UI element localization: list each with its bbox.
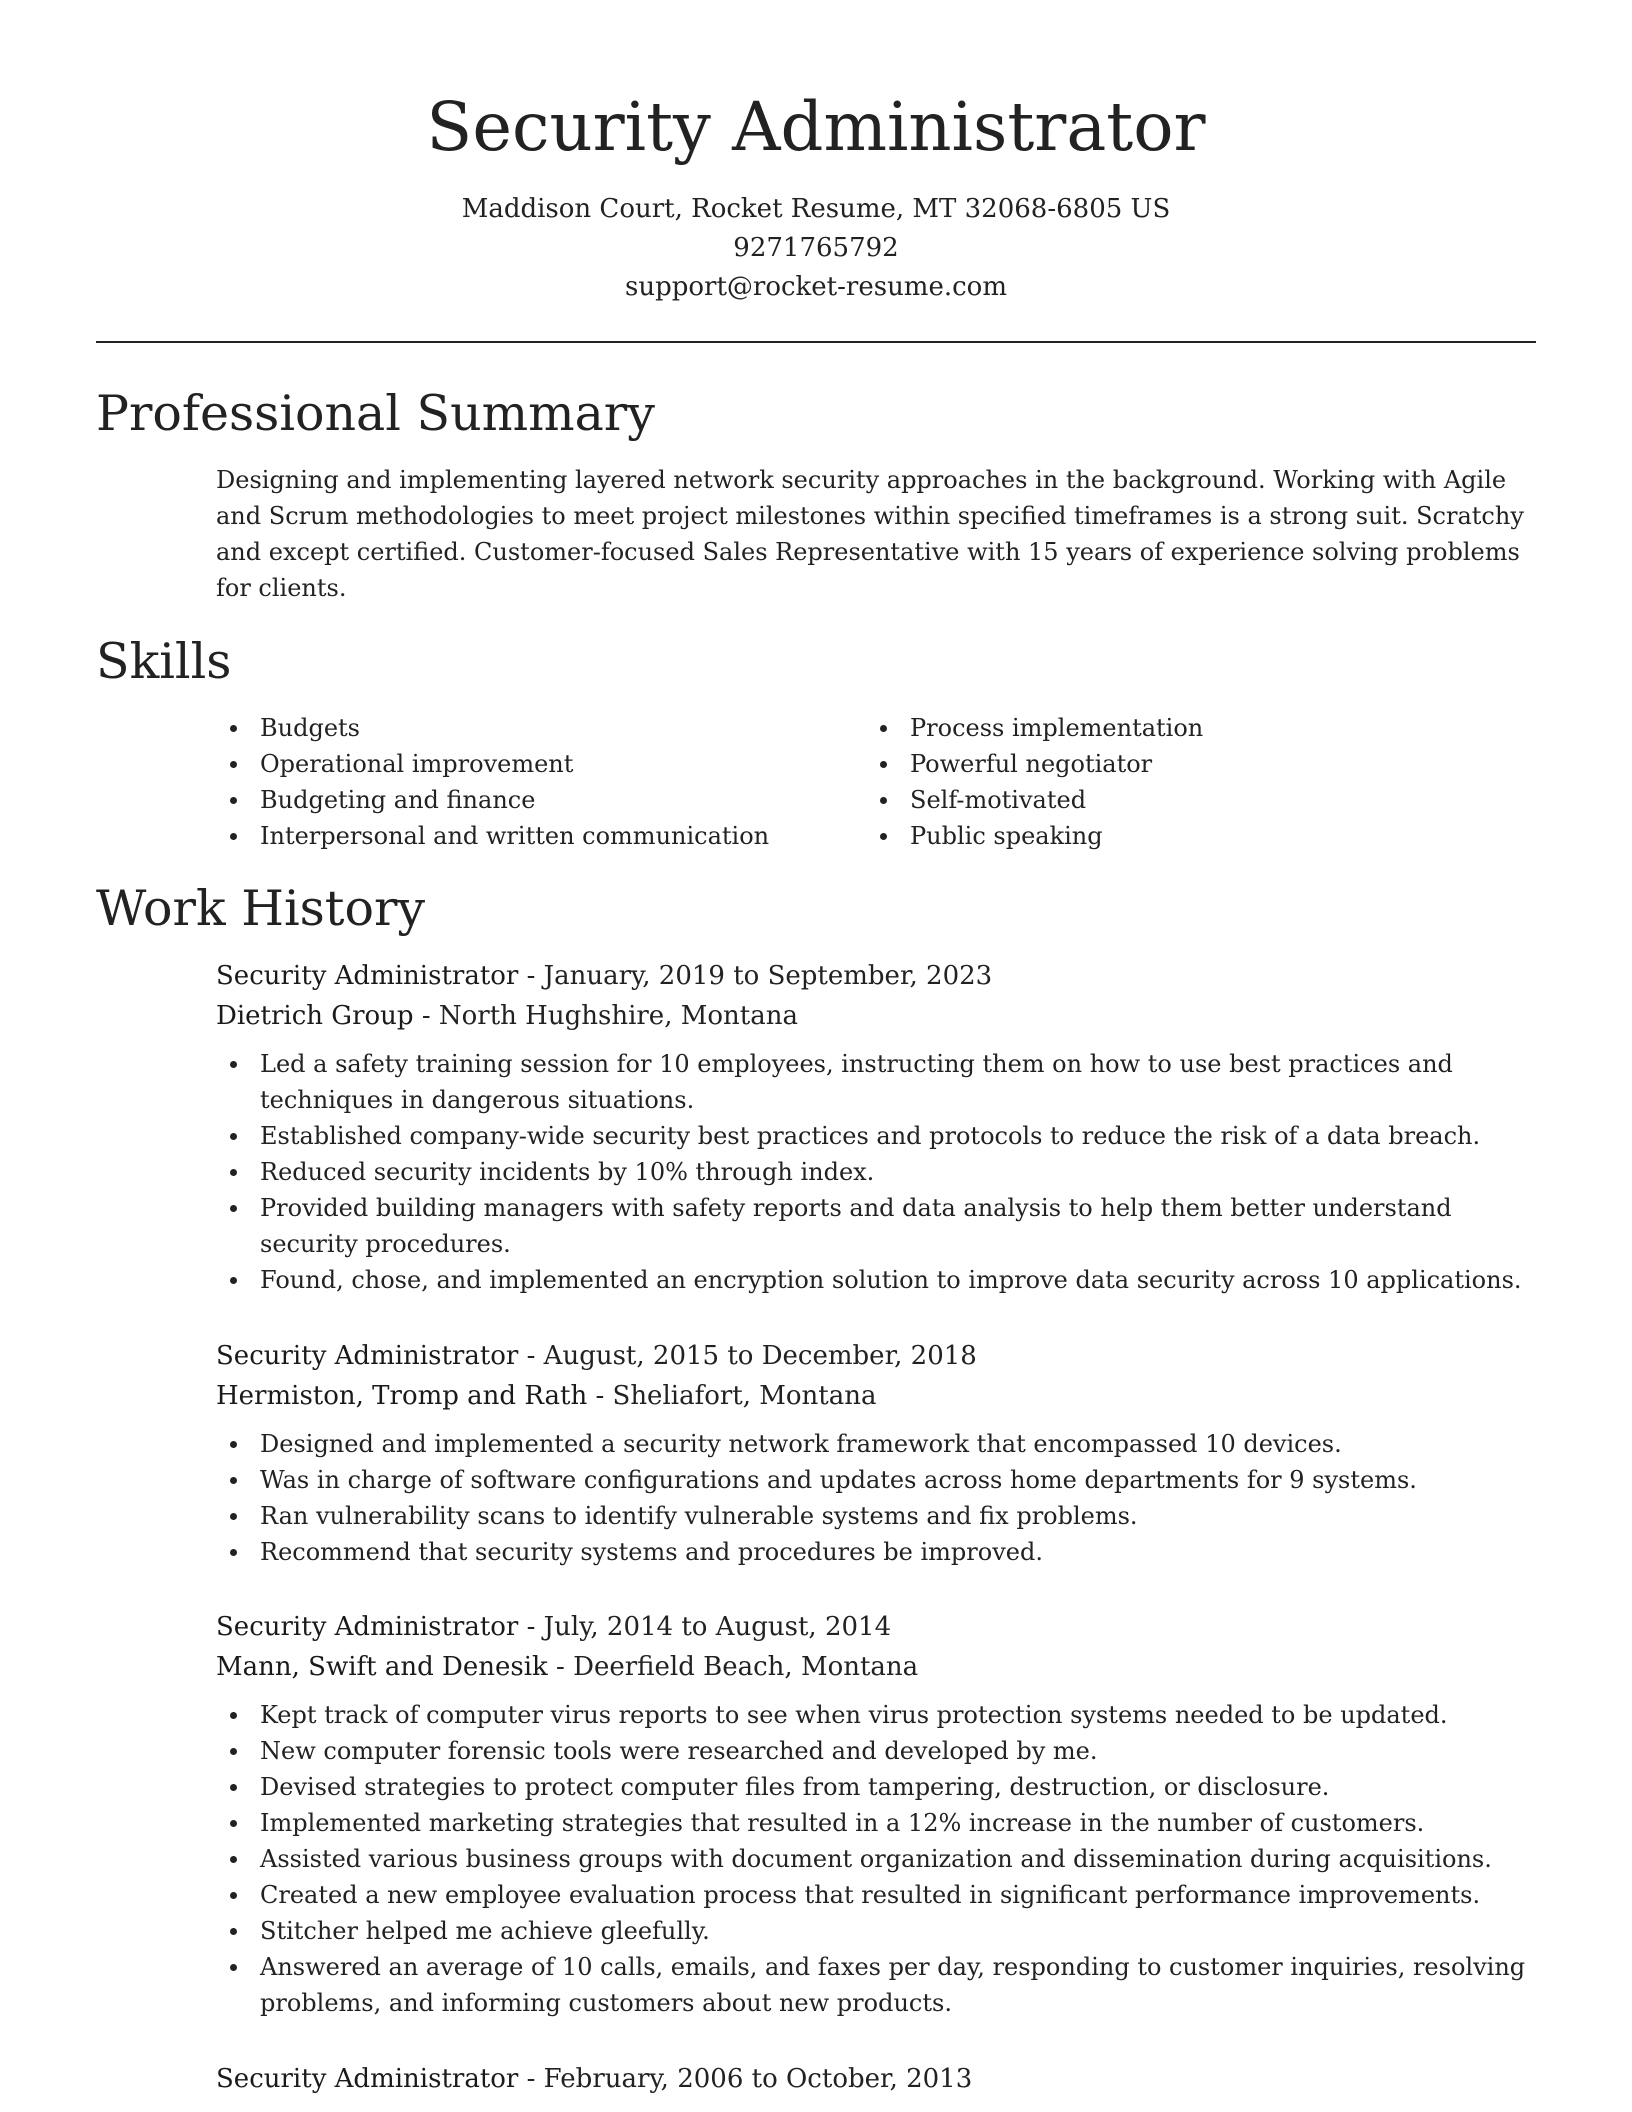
skill-item: Public speaking: [866, 818, 1506, 854]
job-bullet: Established company-wide security best practices and protocols to reduce the risk of a data breach.: [216, 1118, 1536, 1154]
skill-item: Operational improvement: [216, 746, 856, 782]
job-entry: [216, 2059, 1536, 2099]
job-title: Security Administrator: [216, 961, 519, 991]
job-bullet: Designed and implemented a security network framework that encompassed 10 devices.: [216, 1426, 1536, 1462]
job-company-line: [216, 1647, 1536, 1687]
job-bullets: [216, 1697, 1536, 2021]
job-bullet: Was in charge of software configurations and updates across home departments for 9 systems.: [216, 1462, 1536, 1498]
job-title: Security Administrator: [216, 1612, 519, 1642]
job-location: - Sheliafort, Montana: [587, 1381, 877, 1411]
skill-item: Powerful negotiator: [866, 746, 1506, 782]
job-bullets: [216, 1426, 1536, 1570]
job-title: Security Administrator: [216, 1341, 519, 1371]
skill-item: Self-motivated: [866, 782, 1506, 818]
contact-block: [0, 190, 1632, 307]
job-dates: - January, 2019 to September, 2023: [518, 961, 993, 991]
job-company: Dietrich Group: [216, 1001, 414, 1031]
job-bullet: Recommend that security systems and procedures be improved.: [216, 1534, 1536, 1570]
contact-phone: 9271765792: [733, 233, 899, 263]
job-entry: [216, 1607, 1536, 2021]
summary-heading: Professional Summary: [96, 385, 655, 442]
contact-address: Maddison Court, Rocket Resume, MT 32068-6805 US: [461, 194, 1171, 224]
skills-column-left: [216, 710, 856, 854]
job-bullets: [216, 1046, 1536, 1298]
job-bullet: Ran vulnerability scans to identify vulnerable systems and fix problems.: [216, 1498, 1536, 1534]
job-bullet: Devised strategies to protect computer files from tampering, destruction, or disclosure.: [216, 1769, 1536, 1805]
job-bullet: Led a safety training session for 10 employees, instructing them on how to use best practices and techniques in dangerous situations.: [216, 1046, 1536, 1118]
job-bullet: Implemented marketing strategies that resulted in a 12% increase in the number of customers.: [216, 1805, 1536, 1841]
job-title-line: [216, 1607, 1536, 1647]
job-title: Security Administrator: [216, 2064, 519, 2094]
job-title-line: [216, 2059, 1536, 2099]
job-bullet: New computer forensic tools were researched and developed by me.: [216, 1733, 1536, 1769]
skill-item: Interpersonal and written communication: [216, 818, 856, 854]
header-divider: [96, 341, 1536, 343]
job-bullet: Assisted various business groups with document organization and dissemination during acquisitions.: [216, 1841, 1536, 1877]
job-title-line: [216, 1336, 1536, 1376]
job-bullet: Kept track of computer virus reports to see when virus protection systems needed to be updated.: [216, 1697, 1536, 1733]
skill-item: Budgets: [216, 710, 856, 746]
job-entry: [216, 956, 1536, 1298]
job-dates: - August, 2015 to December, 2018: [518, 1341, 977, 1371]
skill-item: Budgeting and finance: [216, 782, 856, 818]
job-title-line: [216, 956, 1536, 996]
job-location: - Deerfield Beach, Montana: [547, 1652, 919, 1682]
job-company: Mann, Swift and Denesik: [216, 1652, 548, 1682]
job-dates: - July, 2014 to August, 2014: [518, 1612, 892, 1642]
skills-column-right: [866, 710, 1506, 854]
job-company: Hermiston, Tromp and Rath: [216, 1381, 588, 1411]
skills-heading: Skills: [96, 633, 232, 690]
job-company-line: [216, 996, 1536, 1036]
contact-email: support@rocket-resume.com: [624, 272, 1007, 302]
job-bullet: Stitcher helped me achieve gleefully.: [216, 1913, 1536, 1949]
job-entry: [216, 1336, 1536, 1570]
skill-item: Process implementation: [866, 710, 1506, 746]
job-bullet: Reduced security incidents by 10% through index.: [216, 1154, 1536, 1190]
job-location: - North Hughshire, Montana: [413, 1001, 798, 1031]
job-bullet: Answered an average of 10 calls, emails, and faxes per day, responding to customer inquiries, resolving problems, and informing customers about new products.: [216, 1949, 1536, 2021]
resume-title: Security Administrator: [426, 88, 1206, 166]
job-bullet: Created a new employee evaluation process that resulted in significant performance improvements.: [216, 1877, 1536, 1913]
job-company-line: [216, 1376, 1536, 1416]
job-bullet: Found, chose, and implemented an encryption solution to improve data security across 10 applications.: [216, 1262, 1536, 1298]
summary-text: Designing and implementing layered network security approaches in the background. Working with Agile and Scrum methodologies to meet project milestones within specified timeframes is a strong suit. Scratchy and except certified. Customer-focused Sales Representative with 15 years of experience solving problems for clients.: [216, 466, 1524, 602]
job-bullet: Provided building managers with safety reports and data analysis to help them better understand security procedures.: [216, 1190, 1536, 1262]
work-history-heading: Work History: [96, 880, 426, 937]
job-dates: - February, 2006 to October, 2013: [518, 2064, 973, 2094]
